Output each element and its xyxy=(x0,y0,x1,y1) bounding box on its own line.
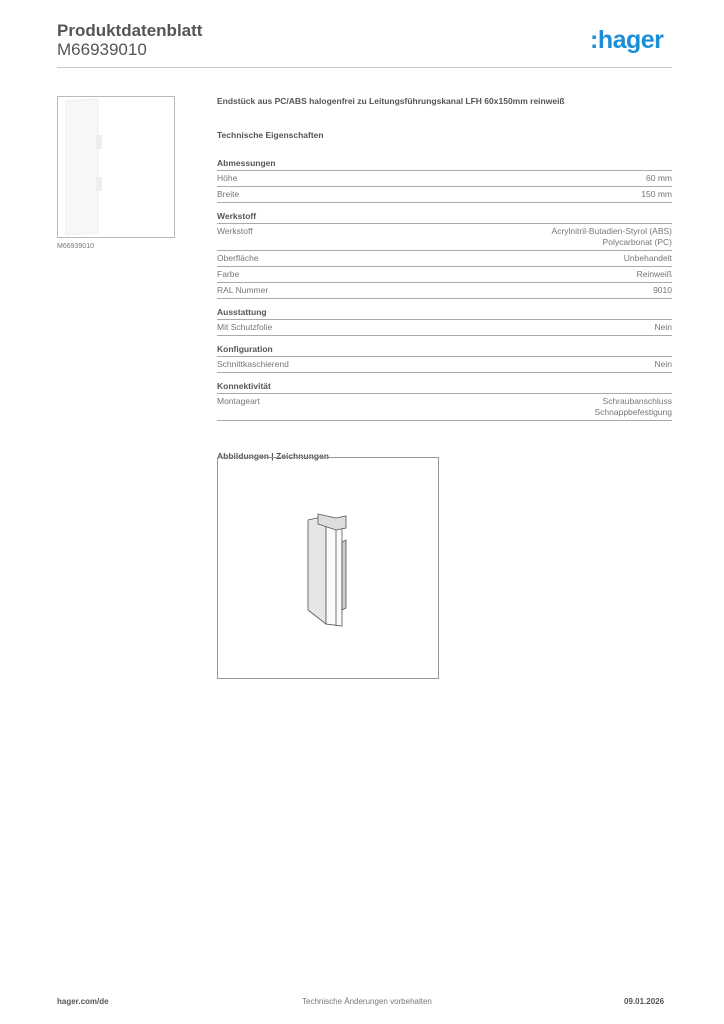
spec-label: Höhe xyxy=(217,173,238,183)
thumbnail-caption: M66939010 xyxy=(57,243,94,250)
product-thumbnail xyxy=(57,96,175,238)
spec-row xyxy=(217,394,672,421)
product-description: Endstück aus PC/ABS halogenfrei zu Leitungsführungskanal LFH 60x150mm reinweiß xyxy=(217,96,565,106)
spec-row xyxy=(217,187,672,203)
spec-label: Schnittkaschierend xyxy=(217,359,289,369)
spec-value xyxy=(646,173,672,184)
spec-value-line: 60 mm xyxy=(646,173,672,183)
spec-row xyxy=(217,224,672,251)
spec-row xyxy=(217,267,672,283)
spec-label: Breite xyxy=(217,189,240,199)
spec-label: Werkstoff xyxy=(217,226,253,236)
tech-heading: Technische Eigenschaften xyxy=(217,130,324,140)
footer-date: 09.01.2026 xyxy=(624,997,665,1006)
spec-value-line: Acrylnitril-Butadien-Styrol (ABS) xyxy=(551,226,672,236)
spec-value-line: Unbehandelt xyxy=(623,253,672,263)
spec-row xyxy=(217,251,672,267)
spec-row xyxy=(217,171,672,187)
section-heading: Werkstoff xyxy=(217,211,672,224)
product-code: M66939010 xyxy=(57,40,147,59)
spec-label: Montageart xyxy=(217,396,260,406)
spec-value-line: Schnappbefestigung xyxy=(594,407,672,417)
footer-note: Technische Änderungen vorbehalten xyxy=(302,997,432,1006)
spec-value-line: Polycarbonat (PC) xyxy=(602,237,672,247)
product-details xyxy=(217,96,672,461)
divider xyxy=(57,67,672,68)
spec-value xyxy=(655,322,672,333)
page-title: Produktdatenblatt xyxy=(57,21,203,40)
spec-value xyxy=(655,359,672,370)
spec-value-line: Schraubanschluss xyxy=(602,396,672,406)
footer-site-link[interactable]: hager.com/de xyxy=(57,997,109,1006)
spec-value-line: Nein xyxy=(654,359,672,369)
section-heading: Abmessungen xyxy=(217,158,672,171)
spec-row xyxy=(217,357,672,373)
spec-value-line: 9010 xyxy=(653,285,672,295)
spec-value-line: 150 mm xyxy=(641,189,672,199)
spec-value-line: Reinweiß xyxy=(636,269,672,279)
spec-label: Farbe xyxy=(217,269,240,279)
spec-label: Mit Schutzfolie xyxy=(217,322,273,332)
spec-value-line: Nein xyxy=(654,322,672,332)
product-drawing xyxy=(217,457,439,679)
section-heading: Konfiguration xyxy=(217,344,672,357)
section-heading: Ausstattung xyxy=(217,307,672,320)
spec-value xyxy=(552,226,672,248)
figures-heading: Abbildungen | Zeichnungen xyxy=(217,451,329,461)
hager-logo: :hager xyxy=(590,26,664,54)
spec-label: Oberfläche xyxy=(217,253,259,263)
spec-value xyxy=(624,253,672,264)
spec-label: RAL Nummer xyxy=(217,285,269,295)
spec-row xyxy=(217,283,672,299)
spec-sections xyxy=(217,158,672,421)
spec-value xyxy=(653,285,672,296)
spec-value xyxy=(641,189,672,200)
spec-row xyxy=(217,320,672,336)
spec-value xyxy=(637,269,672,280)
spec-value xyxy=(594,396,672,418)
section-heading: Konnektivität xyxy=(217,381,672,394)
